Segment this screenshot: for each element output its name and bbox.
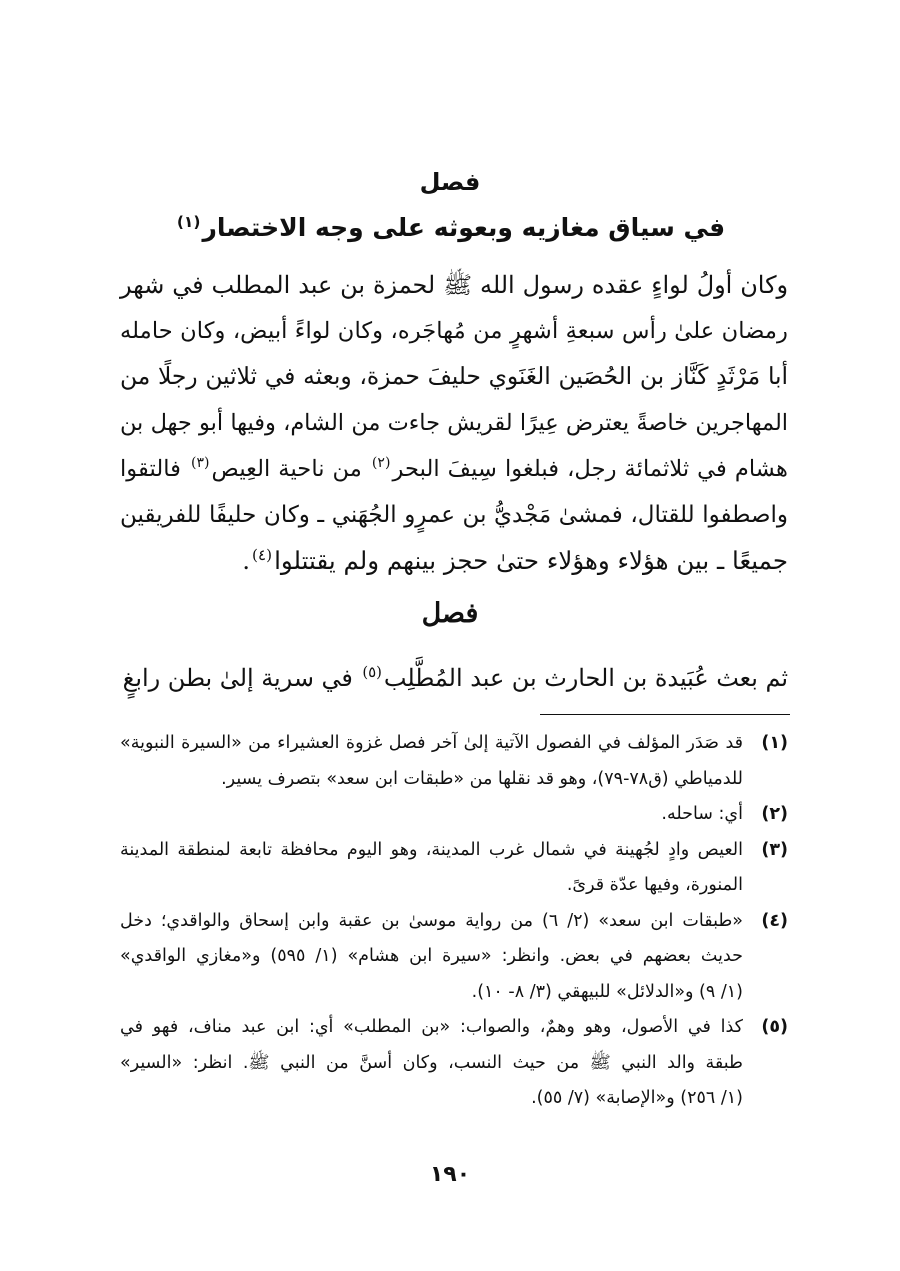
paragraph-line <box>120 446 788 492</box>
footnote-3 <box>120 833 788 904</box>
main-paragraph <box>120 262 788 584</box>
footnote-line: قد صَدَر المؤلف في الفصول الآتية إلىٰ آخر فصل غزوة العشيراء من «السيرة النبوية» <box>120 733 743 753</box>
footnote-ref-4[interactable]: (٤) <box>252 545 273 564</box>
footnote-5 <box>120 1010 788 1117</box>
page-number: ١٩٠ <box>429 1162 471 1187</box>
chapter-title-text: في سياق مغازيه وبعوثه على وجه الاختصار <box>202 213 726 242</box>
footnote-line: للدمياطي (ق٧٨-٧٩)، وهو قد نقلها من «طبقات ابن سعد» بتصرف يسير. <box>221 768 743 789</box>
footnote-text <box>120 1010 743 1117</box>
section2-lead-line <box>120 655 788 701</box>
footnote-divider <box>540 714 790 715</box>
line-text: فالتقوا <box>120 456 189 482</box>
chapter-title <box>0 213 900 242</box>
footnote-number: (٥) <box>761 1017 788 1037</box>
line-text: من ناحية العِيص <box>211 456 370 482</box>
footnote-line: العيص وادٍ لجُهينة في شمال غرب المدينة، وهو اليوم محافظة تابعة لمنطقة المدينة <box>120 839 743 860</box>
line-text: . <box>242 546 251 575</box>
footnote-ref-3[interactable]: (٣) <box>190 455 210 472</box>
footnote-text <box>120 904 743 1011</box>
footnote-line: (١/ ٢٥٦) و«الإصابة» (٧/ ٥٥). <box>531 1088 743 1108</box>
line-text: في سرية إلىٰ بطن رابغٍ <box>122 664 361 692</box>
footnote-number: (٣) <box>761 839 788 860</box>
footnote-text <box>120 726 743 797</box>
line-text: هشام في ثلاثمائة رجل، فبلغوا سِيفَ البحر <box>392 456 789 482</box>
footnote-text <box>120 797 743 833</box>
footnote-line: «طبقات ابن سعد» (٢/ ٦) من رواية موسىٰ بن عقبة وابن إسحاق والواقدي؛ دخل <box>120 910 743 931</box>
footnote-1 <box>120 726 788 797</box>
footnote-line: كذا في الأصول، وهو وهمٌ، والصواب: «بن المطلب» أي: ابن عبد مناف، فهو في <box>120 1017 743 1037</box>
footnote-line: أي: ساحله. <box>661 804 743 824</box>
paragraph-line: أبا مَرْثَدٍ كَنَّاز بن الحُصَين الغَنَوي حليفَ حمزة، وبعثه في ثلاثين رجلًا من <box>120 363 788 390</box>
footnote-number: (١) <box>761 733 788 753</box>
footnote-number: (٢) <box>761 804 788 824</box>
footnotes <box>120 726 788 1117</box>
paragraph-line: المهاجرين خاصةً يعترض عِيرًا لقريش جاءت من الشام، وفيها أبو جهل بن <box>120 410 788 436</box>
paragraph-line: وكان أولُ لواءٍ عقده رسول الله ﷺ لحمزة بن عبد المطلب في شهر <box>120 271 788 299</box>
footnote-line: حديث بعضهم في بعض. وانظر: «سيرة ابن هشام» (١/ ٥٩٥) و«مغازي الواقدي» <box>120 946 743 966</box>
footnote-ref-2[interactable]: (٢) <box>371 455 391 472</box>
paragraph-line: رمضان علىٰ رأس سبعةِ أشهرٍ من مُهاجَره، وكان لواءً أبيض، وكان حامله <box>120 318 788 344</box>
footnote-text <box>120 833 743 904</box>
footnote-ref-5[interactable]: (٥) <box>362 664 382 682</box>
section-heading: فصل <box>419 168 481 196</box>
section-heading-2: فصل <box>421 598 479 629</box>
paragraph-line <box>120 538 788 584</box>
line-text: جميعًا ـ بين هؤلاء وهؤلاء حتىٰ حجز بينهم ولم يقتتلوا <box>274 546 788 575</box>
footnote-ref-1[interactable]: (١) <box>176 212 201 231</box>
footnote-number: (٤) <box>761 910 788 931</box>
footnote-line: المنورة، وفيها عدّة قرىً. <box>566 875 743 895</box>
footnote-line: (١/ ٩) و«الدلائل» للبيهقي (٣/ ٨- ١٠). <box>471 981 743 1002</box>
footnote-line: طبقة والد النبي ﷺ من حيث النسب، وكان أسنَّ من النبي ﷺ. انظر: «السير» <box>120 1052 743 1073</box>
footnote-2 <box>120 797 788 833</box>
footnote-4 <box>120 904 788 1011</box>
line-text: ثم بعث عُبَيدة بن الحارث بن عبد المُطَّلِب <box>383 664 788 692</box>
paragraph-line: واصطفوا للقتال، فمشىٰ مَجْديُّ بن عمرٍو الجُهَني ـ وكان حليفًا للفريقين <box>120 502 788 528</box>
